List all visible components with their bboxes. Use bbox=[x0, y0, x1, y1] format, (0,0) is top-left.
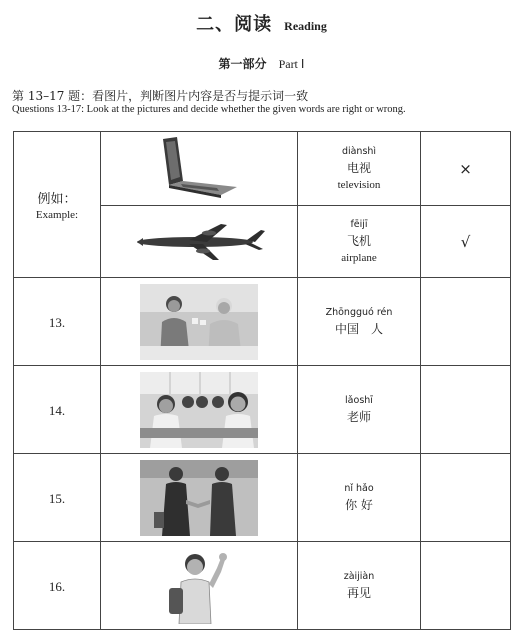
english-text: television bbox=[337, 179, 381, 191]
hanzi-text: 中国 人 bbox=[334, 321, 383, 336]
part-title-zh: 第一部分 bbox=[218, 57, 267, 71]
hanzi-text: 飞机 bbox=[346, 234, 371, 248]
pinyin-text: fēijī bbox=[350, 219, 368, 230]
example-label-zh: 例如： bbox=[37, 192, 77, 207]
pinyin-text: lǎoshī bbox=[345, 394, 373, 406]
answer-cell bbox=[421, 206, 511, 278]
word-cell bbox=[298, 278, 421, 366]
section-title-en: Reading bbox=[284, 19, 327, 33]
classroom-students-image bbox=[140, 372, 258, 448]
table-row bbox=[14, 132, 511, 206]
word-cell bbox=[298, 366, 421, 454]
answer-cell bbox=[421, 454, 511, 542]
hanzi-text: 老师 bbox=[346, 409, 371, 424]
word-cell bbox=[298, 206, 421, 278]
table-row bbox=[14, 454, 511, 542]
question-table bbox=[13, 131, 511, 630]
picture-cell bbox=[101, 454, 298, 542]
hanzi-text: 电视 bbox=[346, 161, 371, 175]
pinyin-text: zàijiàn bbox=[343, 570, 375, 582]
question-number-cell bbox=[14, 366, 101, 454]
instructions-en: Questions 13-17: Look at the pictures and decide whether the given words are right or wrong. bbox=[12, 104, 406, 115]
word-cell bbox=[298, 542, 421, 630]
question-number-cell bbox=[14, 454, 101, 542]
airplane-image bbox=[129, 220, 269, 264]
question-number-cell bbox=[14, 278, 101, 366]
answer-cell bbox=[421, 132, 511, 206]
english-text: airplane bbox=[341, 252, 377, 264]
hanzi-text: 再见 bbox=[346, 585, 371, 600]
pinyin-text: nǐ hǎo bbox=[344, 482, 374, 494]
picture-cell bbox=[101, 132, 298, 206]
check-mark: √ bbox=[460, 233, 471, 251]
answer-cell bbox=[421, 278, 511, 366]
boy-waving-image bbox=[159, 548, 239, 624]
answer-cell bbox=[421, 366, 511, 454]
question-number-cell bbox=[14, 542, 101, 630]
two-women-tea-image bbox=[140, 284, 258, 360]
part-title-en: Part Ⅰ bbox=[278, 57, 305, 71]
question-number: 16. bbox=[48, 579, 66, 594]
picture-cell bbox=[101, 206, 298, 278]
picture-cell bbox=[101, 366, 298, 454]
question-number: 13. bbox=[48, 315, 66, 330]
section-title bbox=[0, 10, 523, 36]
table-row bbox=[14, 366, 511, 454]
example-label-en: Example: bbox=[35, 209, 79, 221]
pinyin-text: diànshì bbox=[341, 146, 377, 157]
word-cell bbox=[298, 132, 421, 206]
handshake-image bbox=[140, 460, 258, 536]
part-title bbox=[0, 53, 523, 72]
wrong-mark: × bbox=[459, 160, 472, 178]
table-row bbox=[14, 278, 511, 366]
picture-cell bbox=[101, 278, 298, 366]
section-title-zh: 二、阅读 bbox=[196, 14, 273, 35]
table-row bbox=[14, 542, 511, 630]
word-cell bbox=[298, 454, 421, 542]
picture-cell bbox=[101, 542, 298, 630]
pinyin-text: Zhōngguó rén bbox=[325, 306, 393, 318]
question-number: 14. bbox=[48, 403, 66, 418]
answer-cell bbox=[421, 542, 511, 630]
instructions-zh: 第 13–17 题：看图片，判断图片内容是否与提示词一致 bbox=[12, 89, 309, 103]
laptop-image bbox=[157, 137, 241, 201]
example-label-cell bbox=[14, 132, 101, 278]
hanzi-text: 你 好 bbox=[345, 497, 373, 512]
question-number: 15. bbox=[48, 491, 66, 506]
